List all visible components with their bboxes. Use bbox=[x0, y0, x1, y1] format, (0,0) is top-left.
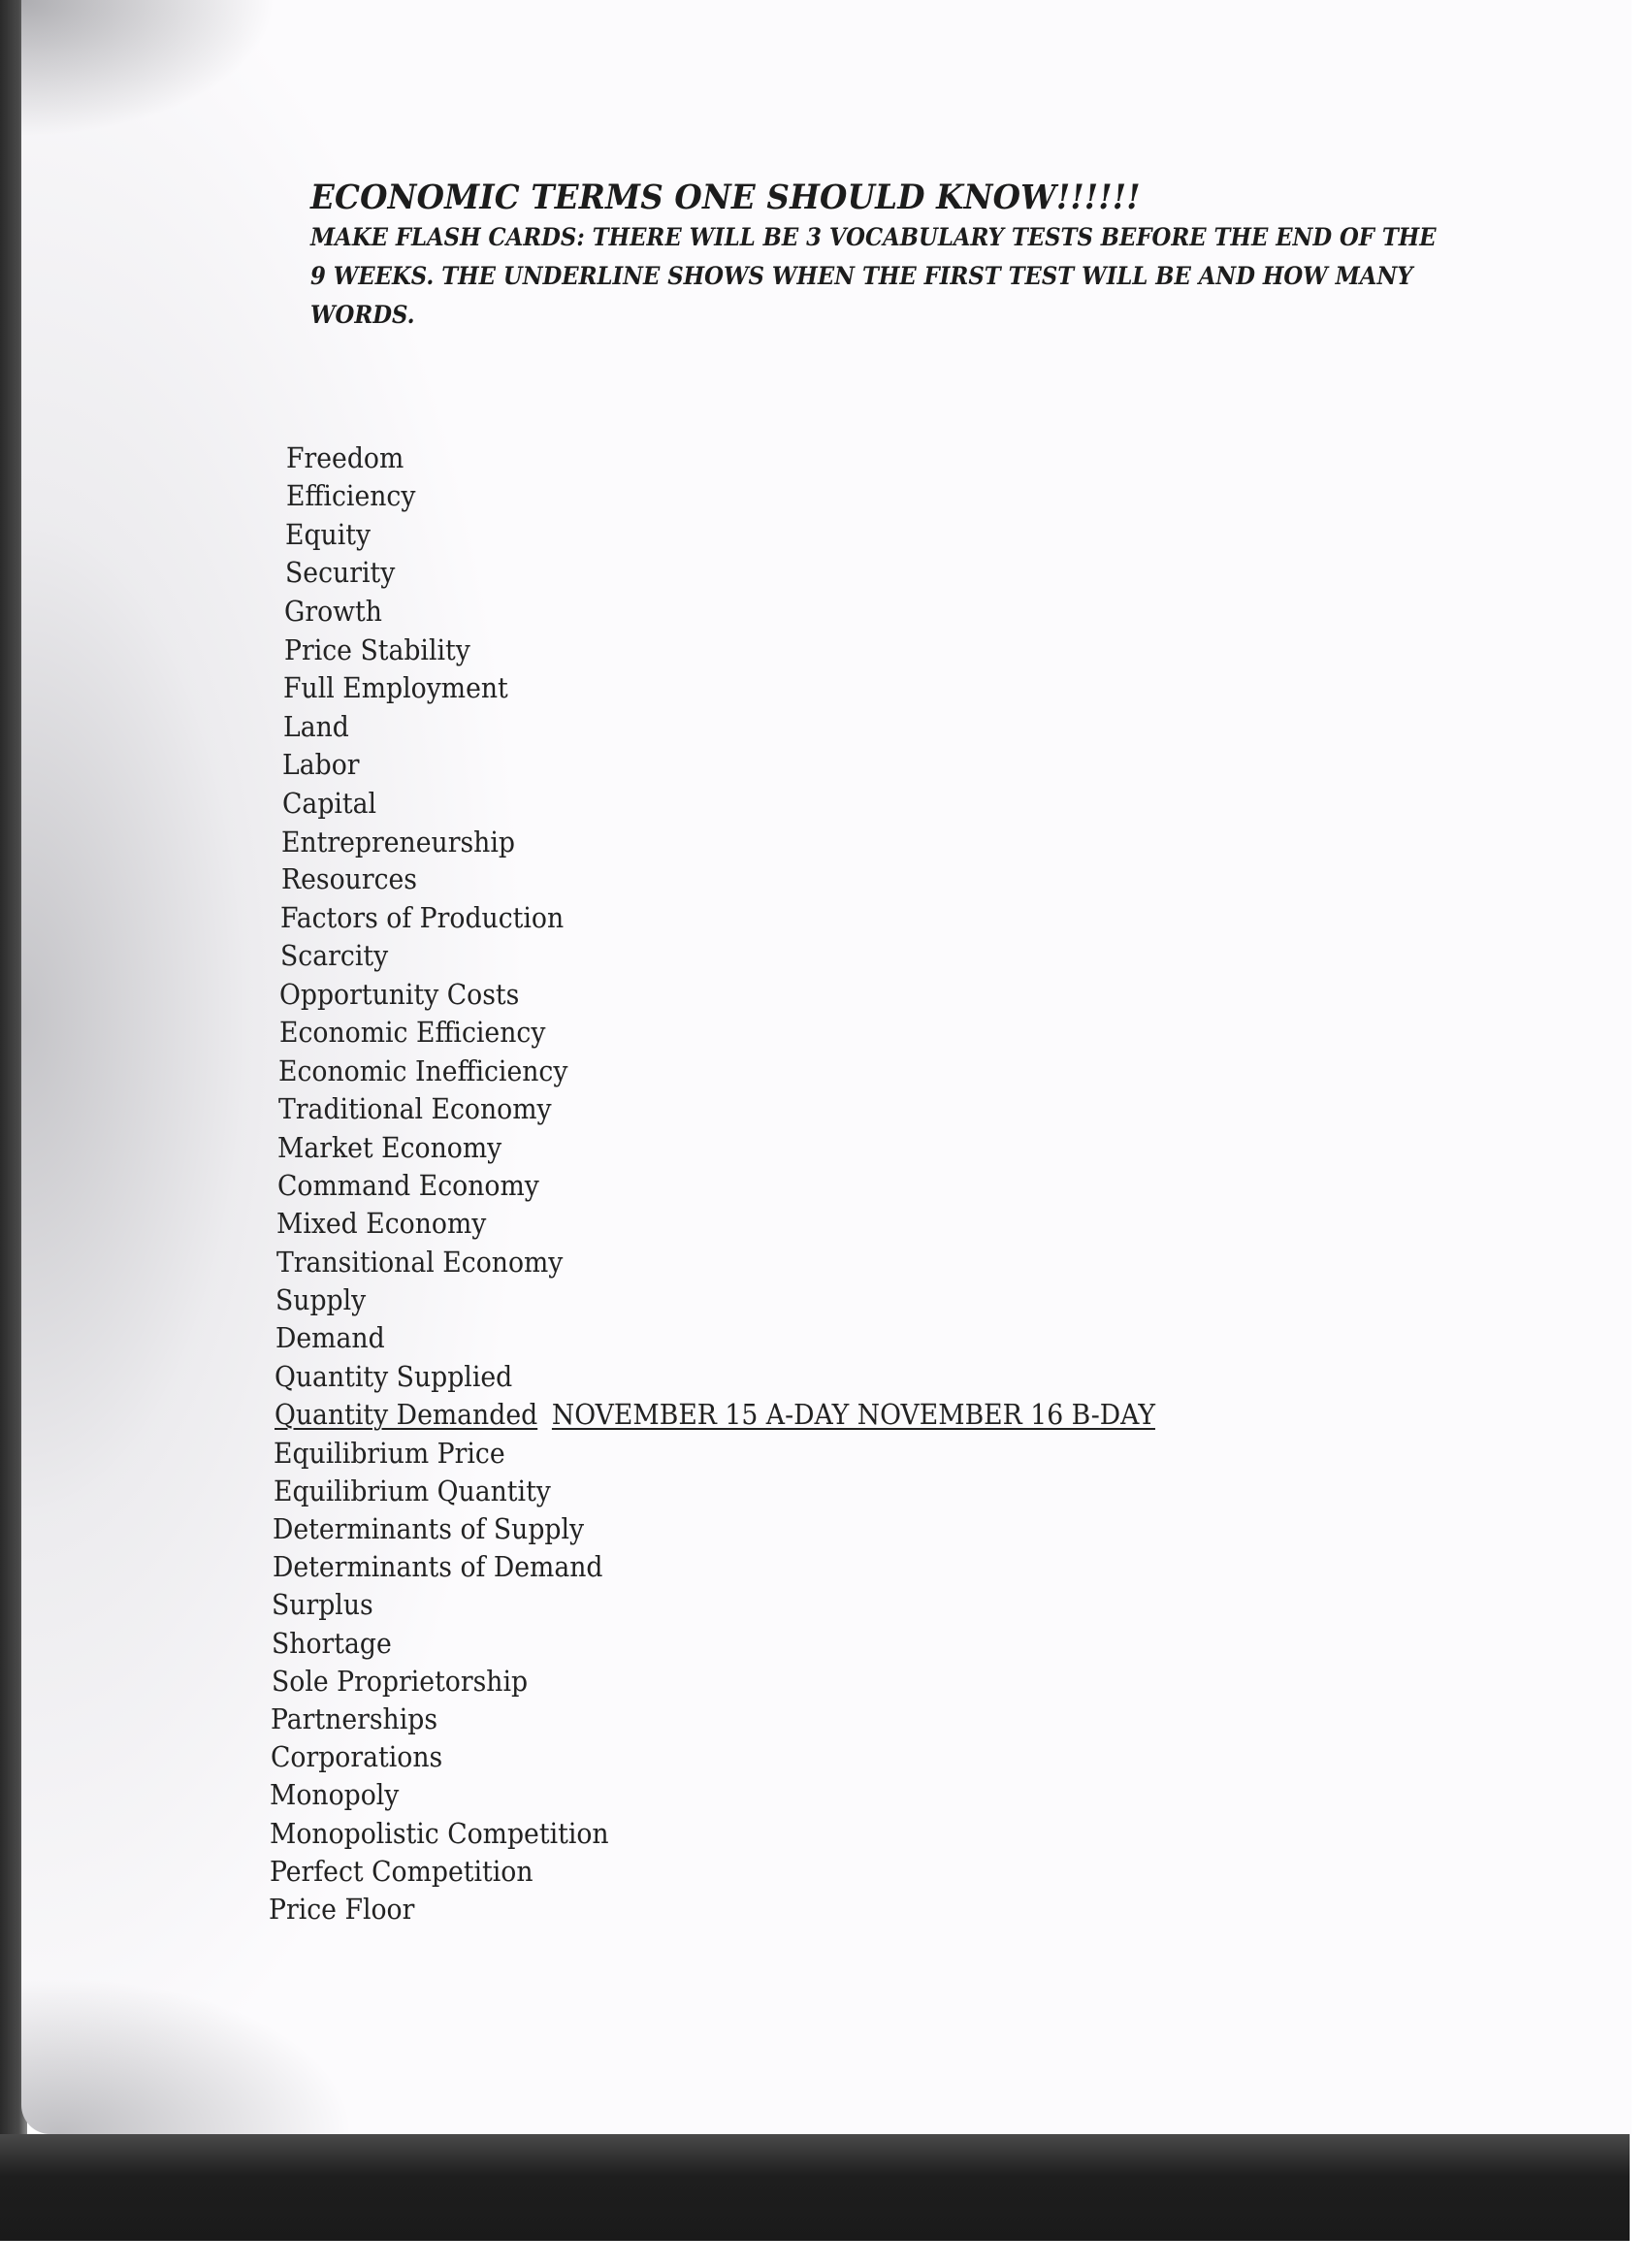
term-item: Labor bbox=[282, 748, 360, 781]
term-item: Efficiency bbox=[286, 479, 416, 512]
term-item: Equilibrium Price bbox=[274, 1437, 505, 1470]
term-item: Supply bbox=[275, 1283, 367, 1316]
term-item: Capital bbox=[282, 787, 377, 820]
term-item: Monopoly bbox=[270, 1778, 400, 1811]
term-item: Shortage bbox=[272, 1627, 392, 1660]
document-instructions: MAKE FLASH CARDS: THERE WILL BE 3 VOCABULARY TESTS BEFORE THE END OF THE 9 WEEKS. THE UNDERLINE SHOWS WHEN THE FIRST TEST WILL BE AND HOW MANY WORDS. bbox=[310, 223, 1437, 329]
term-item: Perfect Competition bbox=[270, 1855, 534, 1888]
term-item-underlined bbox=[275, 1398, 1155, 1431]
term-item: Entrepreneurship bbox=[281, 826, 515, 859]
term-item: Determinants of Demand bbox=[273, 1550, 603, 1583]
document-title: ECONOMIC TERMS ONE SHOULD KNOW!!!!!! bbox=[310, 178, 1141, 217]
term-item: Sole Proprietorship bbox=[272, 1665, 529, 1698]
term-item: Traditional Economy bbox=[278, 1092, 552, 1125]
term-item: Growth bbox=[284, 595, 382, 628]
term-item: Opportunity Costs bbox=[279, 978, 520, 1011]
term-item: Demand bbox=[275, 1321, 385, 1354]
term-item: Price Floor bbox=[269, 1893, 415, 1926]
term-item: Mixed Economy bbox=[276, 1207, 487, 1240]
term-item: Surplus bbox=[272, 1588, 373, 1621]
term-item: Equilibrium Quantity bbox=[274, 1474, 551, 1507]
term-item: Price Stability bbox=[284, 633, 470, 666]
term-item: Economic Inefficiency bbox=[278, 1054, 568, 1087]
term-item: Equity bbox=[285, 518, 372, 551]
term-item: Market Economy bbox=[277, 1131, 502, 1164]
term-item: Freedom bbox=[286, 441, 404, 474]
term-item: Resources bbox=[281, 862, 417, 895]
term-item: Quantity Supplied bbox=[275, 1360, 513, 1393]
term-item: Partnerships bbox=[271, 1702, 438, 1735]
term-item: Factors of Production bbox=[280, 901, 565, 934]
term-item: Corporations bbox=[271, 1740, 443, 1773]
term-item: Economic Efficiency bbox=[279, 1016, 546, 1049]
test-date-note: NOVEMBER 15 A-DAY NOVEMBER 16 B-DAY bbox=[551, 1398, 1155, 1431]
term-item: Full Employment bbox=[283, 671, 508, 704]
term-label: Quantity Demanded bbox=[275, 1398, 538, 1431]
term-item: Command Economy bbox=[277, 1169, 539, 1202]
term-item: Determinants of Supply bbox=[273, 1512, 585, 1545]
term-item: Scarcity bbox=[280, 939, 389, 972]
term-item: Land bbox=[283, 710, 349, 743]
term-item: Transitional Economy bbox=[276, 1246, 564, 1279]
term-item: Monopolistic Competition bbox=[270, 1817, 609, 1850]
term-item: Security bbox=[285, 556, 396, 589]
